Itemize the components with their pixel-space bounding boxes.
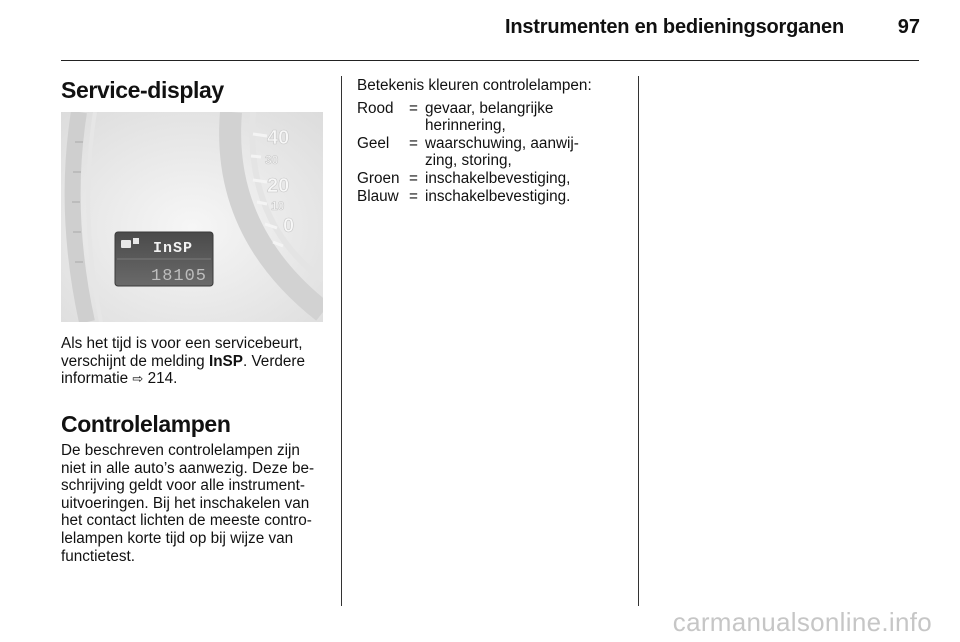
color-meaning [425,100,637,135]
color-name: Blauw [357,187,399,205]
gauge-label: 40 [267,127,290,149]
gauge-label: 0 [283,215,295,237]
service-display-paragraph [61,335,336,388]
column-divider-left [341,76,342,606]
gauge-label: 10 [271,199,285,213]
color-meaning [425,135,637,170]
text-run: informatie [61,370,133,388]
paragraph-line: De beschreven controlelampen zijn [61,442,300,459]
paragraph-line: functietest. [61,547,135,565]
color-row-green [357,170,637,188]
page-reference-arrow-icon: ⇨ [132,371,144,387]
paragraph-line: niet in alle auto’s aanwezig. Deze be- [61,459,315,477]
section-heading-controlelampen: Controlelampen [61,411,231,437]
meaning-line: zing, storing, [425,152,512,170]
header-title: Instrumenten en bedieningsorganen [505,16,844,38]
gauge-label: 20 [267,175,290,197]
color-meaning [425,188,637,206]
text-run: Als het tijd is voor een servicebeurt, [61,335,303,352]
meaning-line: herinnering, [425,117,506,135]
page-reference: 214. [143,370,178,388]
color-name: Groen [357,169,400,187]
meaning-line: waarschuwing, aanwij- [425,134,579,152]
gauge-label: 30 [265,153,279,167]
meaning-line: inschakelbevestiging. [425,187,571,205]
color-name: Geel [357,134,390,152]
column-divider-right [638,76,639,606]
color-meaning [425,170,637,188]
section-heading-service-display: Service-display [61,77,224,103]
lamp-color-meanings [357,77,637,205]
controlelampen-paragraph [61,442,336,565]
meaning-line: inschakelbevestiging, [425,169,571,187]
page-number: 97 [897,16,920,38]
color-table-intro: Betekenis kleuren controlelampen: [357,77,592,94]
text-run: . Verdere [242,352,306,370]
header-divider [61,60,919,61]
lcd-service-message: InSP [153,240,194,257]
text-run: verschijnt de melding [61,352,209,370]
color-row-red [357,100,637,135]
color-row-blue [357,188,637,206]
instrument-cluster-illustration [61,112,323,322]
equals-sign: = [409,134,418,152]
watermark: carmanualsonline.info [672,607,932,637]
equals-sign: = [409,187,418,205]
paragraph-line: schrijving geldt voor alle instrument- [61,477,306,495]
lcd-odometer: 18105 [151,267,208,286]
paragraph-line: het contact lichten de meeste contro- [61,512,312,530]
paragraph-line: lelampen korte tijd op bij wijze van [61,529,294,547]
color-row-yellow [357,135,637,170]
paragraph-line: uitvoeringen. Bij het inschakelen van [61,494,310,512]
color-name: Rood [357,99,394,117]
insp-term: InSP [208,352,243,370]
equals-sign: = [409,169,418,187]
equals-sign: = [409,99,418,117]
meaning-line: gevaar, belangrijke [425,99,554,117]
